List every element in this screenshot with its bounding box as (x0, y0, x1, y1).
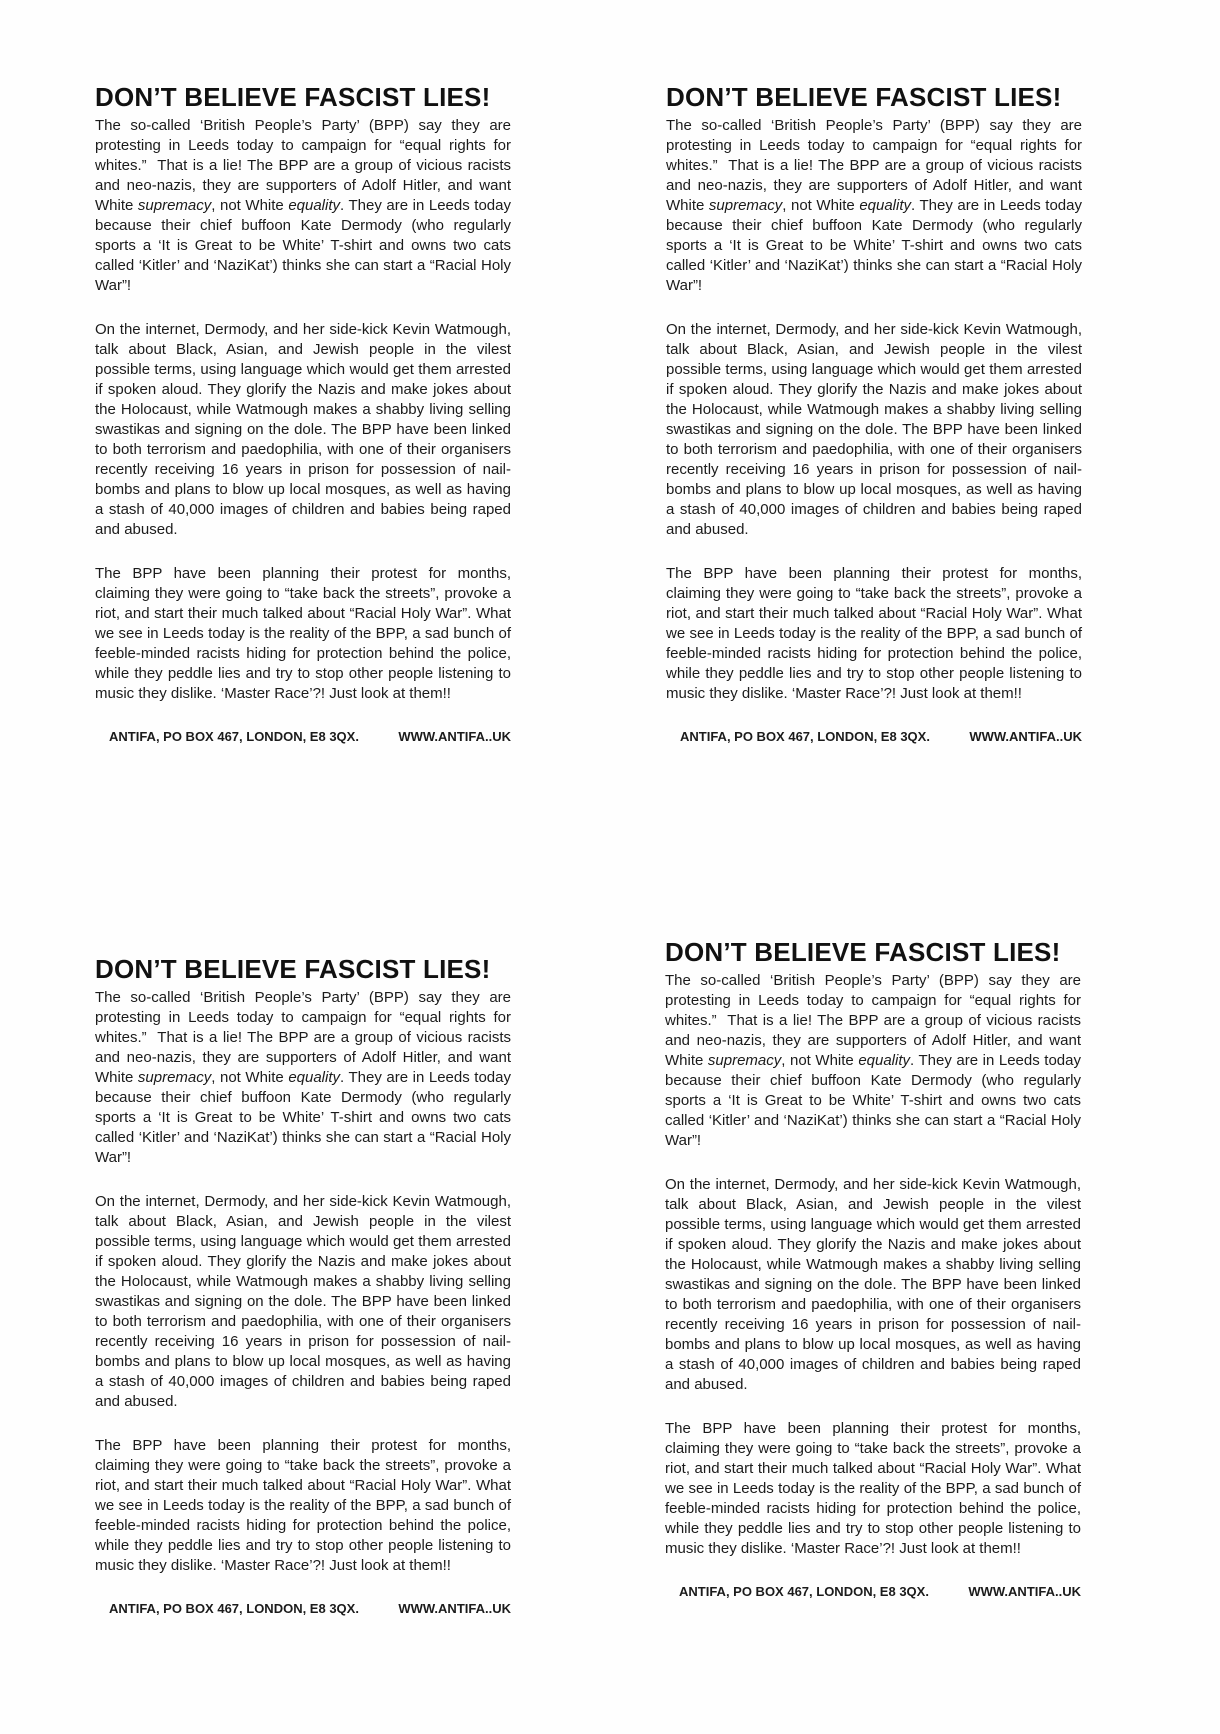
paragraph-text: On the internet, Dermody, and her side-kick Kevin Watmough, talk about Black, Asian, and Jewish people in the vilest possible terms, using language which would get them arrested if spoken aloud. They glorify the Nazis and make jokes about the Holocaust, while Watmough makes a shabby living selling swastikas and signing on the dole. The BPP have been linked to both terrorism and paedophilia, with one of their organisers recently receiving 16 years in prison for possession of nail-bombs and plans to blow up local mosques, as well as having a stash of 40,000 images of children and babies being raped and abused. (666, 321, 1082, 538)
paragraph-text: , not White (211, 197, 289, 214)
flyer-paragraph (95, 1436, 511, 1576)
paragraph-text: , not White (781, 1052, 859, 1069)
footer-website: WWW.ANTIFA..UK (398, 729, 511, 744)
emphasized-text: equality (288, 1069, 341, 1086)
flyer-title: DON’T BELIEVE FASCIST LIES! (95, 82, 491, 112)
paragraph-text: , not White (782, 197, 860, 214)
emphasized-text: equality (859, 197, 912, 214)
emphasized-text: supremacy (707, 1052, 782, 1069)
footer-website: WWW.ANTIFA..UK (969, 729, 1082, 744)
flyer-copy-top-left (95, 82, 511, 746)
paragraph-text: The so-called ‘British People’s Party’ (BPP) say they are protesting in Leeds today to campaign for “equal rights for whites.” That is a lie! The BPP are a group of vicious racists and neo-nazis, they are supporters of Adolf Hitler, and want White (95, 989, 511, 1086)
flyer (666, 82, 1082, 746)
flyer-footer (95, 728, 511, 746)
flyer-paragraph (665, 1419, 1081, 1559)
paragraph-text: . They are in Leeds today because their chief buffoon Kate Dermody (who regularly sports a ‘It is Great to be White’ T-shirt and owns two cats called ‘Kitler’ and ‘NaziKat’) thinks she can start a “Racial Holy War”! (665, 1052, 1081, 1149)
paragraph-text: The BPP have been planning their protest for months, claiming they were going to “take back the streets”, provoke a riot, and start their much talked about “Racial Holy War”. What we see in Leeds today is the reality of the BPP, a sad bunch of feeble-minded racists hiding for protection behind the police, while they peddle lies and try to stop other people listening to music they dislike. ‘Master Race’?! Just look at them!! (95, 565, 511, 702)
flyer (95, 954, 511, 1618)
flyer-paragraph (665, 1175, 1081, 1395)
flyer-copy-bottom-left (95, 954, 511, 1618)
flyer-paragraph (666, 320, 1082, 540)
flyer-paragraph (95, 1192, 511, 1412)
flyer-body (665, 971, 1081, 1559)
flyer-title: DON’T BELIEVE FASCIST LIES! (665, 937, 1061, 967)
flyer-footer (95, 1600, 511, 1618)
paragraph-text: The so-called ‘British People’s Party’ (BPP) say they are protesting in Leeds today to campaign for “equal rights for whites.” That is a lie! The BPP are a group of vicious racists and neo-nazis, they are supporters of Adolf Hitler, and want White (665, 972, 1081, 1069)
paragraph-text: . They are in Leeds today because their chief buffoon Kate Dermody (who regularly sports a ‘It is Great to be White’ T-shirt and owns two cats called ‘Kitler’ and ‘NaziKat’) thinks she can start a “Racial Holy War”! (95, 1069, 511, 1166)
paragraph-text: . They are in Leeds today because their chief buffoon Kate Dermody (who regularly sports a ‘It is Great to be White’ T-shirt and owns two cats called ‘Kitler’ and ‘NaziKat’) thinks she can start a “Racial Holy War”! (666, 197, 1082, 294)
footer-website: WWW.ANTIFA..UK (398, 1601, 511, 1616)
footer-address: ANTIFA, PO BOX 467, LONDON, E8 3QX. (679, 1584, 929, 1599)
paragraph-text: The BPP have been planning their protest for months, claiming they were going to “take back the streets”, provoke a riot, and start their much talked about “Racial Holy War”. What we see in Leeds today is the reality of the BPP, a sad bunch of feeble-minded racists hiding for protection behind the police, while they peddle lies and try to stop other people listening to music they dislike. ‘Master Race’?! Just look at them!! (665, 1420, 1081, 1557)
flyer-copy-bottom-right (665, 937, 1081, 1601)
emphasized-text: supremacy (137, 197, 212, 214)
paragraph-text: , not White (211, 1069, 289, 1086)
paragraph-text: The so-called ‘British People’s Party’ (BPP) say they are protesting in Leeds today to campaign for “equal rights for whites.” That is a lie! The BPP are a group of vicious racists and neo-nazis, they are supporters of Adolf Hitler, and want White (666, 117, 1082, 214)
flyer-footer (666, 728, 1082, 746)
flyer-paragraph (95, 988, 511, 1168)
footer-address: ANTIFA, PO BOX 467, LONDON, E8 3QX. (109, 729, 359, 744)
paragraph-text: The BPP have been planning their protest for months, claiming they were going to “take back the streets”, provoke a riot, and start their much talked about “Racial Holy War”. What we see in Leeds today is the reality of the BPP, a sad bunch of feeble-minded racists hiding for protection behind the police, while they peddle lies and try to stop other people listening to music they dislike. ‘Master Race’?! Just look at them!! (666, 565, 1082, 702)
flyer-body (95, 988, 511, 1576)
flyer (665, 937, 1081, 1601)
paragraph-text: The so-called ‘British People’s Party’ (BPP) say they are protesting in Leeds today to campaign for “equal rights for whites.” That is a lie! The BPP are a group of vicious racists and neo-nazis, they are supporters of Adolf Hitler, and want White (95, 117, 511, 214)
flyer-footer (665, 1583, 1081, 1601)
emphasized-text: supremacy (708, 197, 783, 214)
paragraph-text: On the internet, Dermody, and her side-kick Kevin Watmough, talk about Black, Asian, and Jewish people in the vilest possible terms, using language which would get them arrested if spoken aloud. They glorify the Nazis and make jokes about the Holocaust, while Watmough makes a shabby living selling swastikas and signing on the dole. The BPP have been linked to both terrorism and paedophilia, with one of their organisers recently receiving 16 years in prison for possession of nail-bombs and plans to blow up local mosques, as well as having a stash of 40,000 images of children and babies being raped and abused. (665, 1176, 1081, 1393)
paragraph-text: On the internet, Dermody, and her side-kick Kevin Watmough, talk about Black, Asian, and Jewish people in the vilest possible terms, using language which would get them arrested if spoken aloud. They glorify the Nazis and make jokes about the Holocaust, while Watmough makes a shabby living selling swastikas and signing on the dole. The BPP have been linked to both terrorism and paedophilia, with one of their organisers recently receiving 16 years in prison for possession of nail-bombs and plans to blow up local mosques, as well as having a stash of 40,000 images of children and babies being raped and abused. (95, 1193, 511, 1410)
flyer-paragraph (95, 564, 511, 704)
flyer (95, 82, 511, 746)
footer-address: ANTIFA, PO BOX 467, LONDON, E8 3QX. (680, 729, 930, 744)
flyer-title: DON’T BELIEVE FASCIST LIES! (666, 82, 1062, 112)
footer-website: WWW.ANTIFA..UK (968, 1584, 1081, 1599)
flyer-paragraph (95, 320, 511, 540)
flyer-paragraph (95, 116, 511, 296)
emphasized-text: equality (858, 1052, 911, 1069)
emphasized-text: supremacy (137, 1069, 212, 1086)
paragraph-text: The BPP have been planning their protest for months, claiming they were going to “take back the streets”, provoke a riot, and start their much talked about “Racial Holy War”. What we see in Leeds today is the reality of the BPP, a sad bunch of feeble-minded racists hiding for protection behind the police, while they peddle lies and try to stop other people listening to music they dislike. ‘Master Race’?! Just look at them!! (95, 1437, 511, 1574)
paragraph-text: On the internet, Dermody, and her side-kick Kevin Watmough, talk about Black, Asian, and Jewish people in the vilest possible terms, using language which would get them arrested if spoken aloud. They glorify the Nazis and make jokes about the Holocaust, while Watmough makes a shabby living selling swastikas and signing on the dole. The BPP have been linked to both terrorism and paedophilia, with one of their organisers recently receiving 16 years in prison for possession of nail-bombs and plans to blow up local mosques, as well as having a stash of 40,000 images of children and babies being raped and abused. (95, 321, 511, 538)
flyer-body (666, 116, 1082, 704)
paragraph-text: . They are in Leeds today because their chief buffoon Kate Dermody (who regularly sports a ‘It is Great to be White’ T-shirt and owns two cats called ‘Kitler’ and ‘NaziKat’) thinks she can start a “Racial Holy War”! (95, 197, 511, 294)
flyer-paragraph (666, 116, 1082, 296)
flyer-paragraph (666, 564, 1082, 704)
flyer-copy-top-right (666, 82, 1082, 746)
emphasized-text: equality (288, 197, 341, 214)
flyer-body (95, 116, 511, 704)
flyer-paragraph (665, 971, 1081, 1151)
footer-address: ANTIFA, PO BOX 467, LONDON, E8 3QX. (109, 1601, 359, 1616)
flyer-title: DON’T BELIEVE FASCIST LIES! (95, 954, 491, 984)
